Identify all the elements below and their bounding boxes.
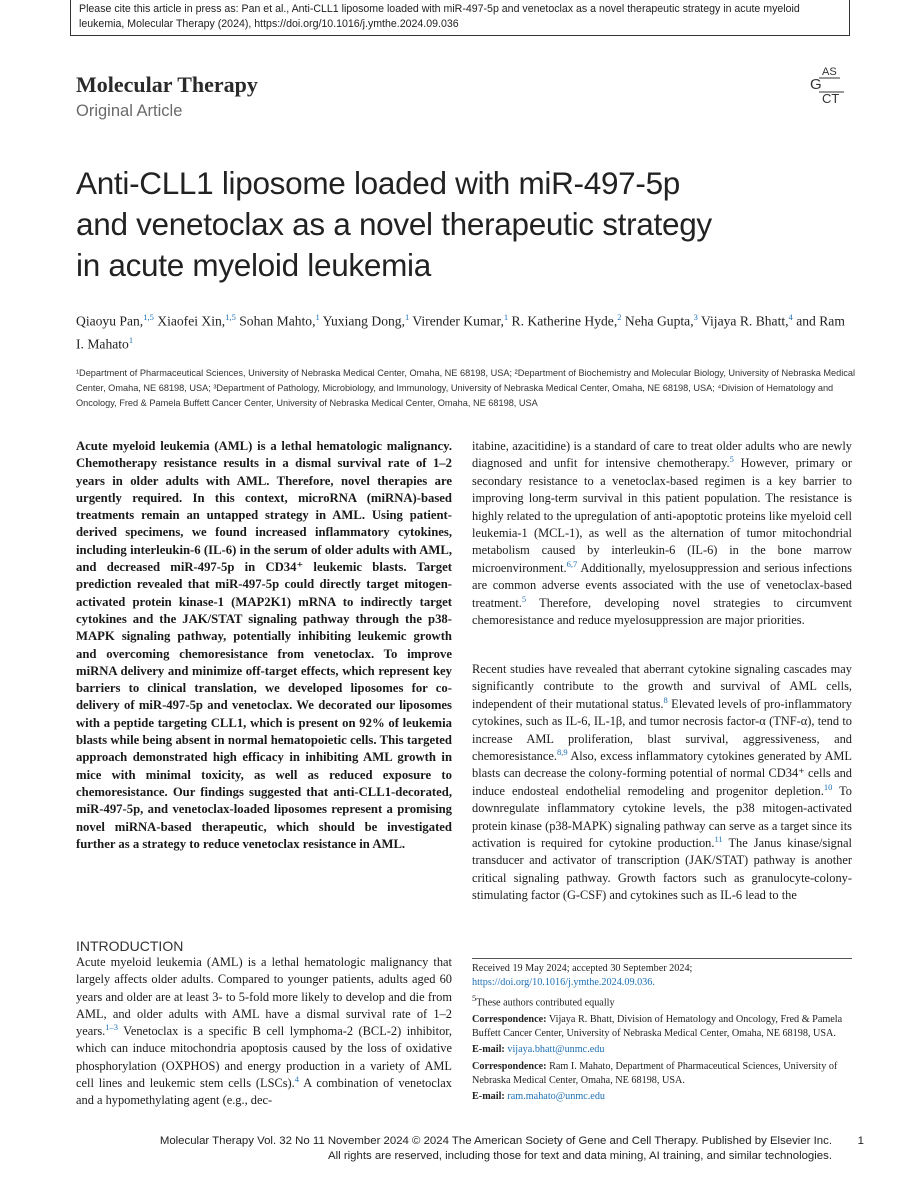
received-dates: Received 19 May 2024; accepted 30 September 2024; https://doi.org/10.1016/j.ymthe.2024.09.036. — [472, 963, 693, 988]
column-2-paragraph-1 — [472, 438, 852, 629]
correspondence-1: Correspondence: Vijaya R. Bhatt, Division of Hematology and Oncology, Fred & Pamela Buffett Cancer Center, University of Nebraska Medical Center, Omaha, NE 68198, USA. — [472, 1014, 843, 1039]
body-text: The Janus kinase/signal transducer and activator of transcription (JAK/STAT) pathway is another critical signaling pathway. Growth factors such as granulocyte-colony-stimulating factor (G-CSF) and cytokines such as IL-6 lead to the — [472, 836, 853, 903]
citation-line-2: leukemia, Molecular Therapy (2024), https://doi.org/10.1016/j.ymthe.2024.09.036 — [79, 18, 459, 30]
page-number: 1 — [857, 1135, 864, 1147]
author-affiliation-marker: 1 — [404, 312, 410, 322]
author-affiliation-marker: 1,5 — [143, 312, 154, 322]
author-name: Neha Gupta, — [624, 313, 694, 329]
body-text: Also, excess inflammatory cytokines generated by AML blasts can decrease the colony-forming potential of normal CD34⁺ cells and induce endosteal endothelial remodeling and progenitor depletion. — [472, 749, 852, 798]
author-list — [76, 308, 856, 353]
logo-letters-as: AS — [822, 66, 837, 78]
author-affiliation-marker: 1 — [128, 334, 134, 345]
citation-link[interactable]: 10 — [823, 781, 833, 792]
citation-link[interactable]: 8 — [663, 694, 668, 705]
author-affiliation-marker: 2 — [617, 312, 622, 322]
body-text: Additionally, myelosuppression and serious infections are common adverse events associated with the use of venetoclax-based treatment. — [472, 560, 852, 610]
citation-link[interactable]: 4 — [294, 1073, 300, 1084]
body-text: A combination of venetoclax and a hypomethylating agent (e.g., dec- — [76, 1076, 452, 1108]
footnote-divider — [472, 958, 852, 959]
article-title: Anti-CLL1 liposome loaded with miR-497-5p and venetoclax as a novel therapeutic strategy in acute myeloid leukemia — [76, 165, 712, 283]
footer-journal-info: Molecular Therapy Vol. 32 No 11 November 2024 © 2024 The American Society of Gene and Cell Therapy. Published by Elsevier Inc. — [159, 1135, 832, 1147]
body-text: Therefore, developing novel strategies to circumvent chemoresistance and reduce myelosuppression are major priorities. — [472, 595, 852, 628]
body-text: Venetoclax is a specific B cell lymphoma-2 (BCL-2) inhibitor, which can induce mitochondria apoptosis caused by the loss of oxidative phosphorylation (OXPHOS) and energy production in a variety of AML cell lines and leukemic stem cells (LSCs). — [76, 1024, 452, 1091]
author-affiliation-marker: 1 — [503, 312, 509, 322]
affiliations: ¹Department of Pharmaceutical Sciences, University of Nebraska Medical Center, Omaha, NE 68198, USA; ²Department of Biochemistry and Molecular Biology, University of Nebraska Medical Center, Omaha, NE 68198, USA; ³Department of Pathology, Microbiology, and Immunology, University of Nebraska Medical Center, Omaha, NE 68198, USA; ⁴Division of Hematology and Oncology, Fred & Pamela Buffett Cancer Center, University of Nebraska Medical Center, Omaha, NE 68198, USA — [76, 368, 856, 409]
doi-link[interactable]: https://doi.org/10.1016/j.ymthe.2024.09.036. — [472, 976, 655, 988]
email-link[interactable]: ram.mahato@unmc.edu — [507, 1091, 606, 1103]
body-text: To downregulate inflammatory cytokine levels, the p38 mitogen-activated protein kinase (p38-MAPK) signaling pathway can serve as a target since its activation is required for cytokine production. — [472, 783, 852, 851]
footnotes — [472, 962, 852, 1107]
citation-line-1: Please cite this article in press as: Pan et al., Anti-CLL1 liposome loaded with miR-497-5p and venetoclax as a novel therapeutic strategy in acute myeloid — [79, 3, 800, 15]
introduction-paragraph — [76, 954, 452, 1110]
author-affiliation-marker: 1,5 — [225, 312, 236, 322]
author-affiliation-marker: 3 — [693, 312, 698, 322]
column-2-paragraph-2 — [472, 661, 852, 905]
citation-link[interactable]: 11 — [714, 833, 723, 844]
article-type: Original Article — [76, 102, 183, 120]
footer-rights: All rights are reserved, including those for text and data mining, AI training, and similar technologies. — [328, 1150, 832, 1162]
email-2: E-mail: ram.mahato@unmc.edu — [472, 1091, 606, 1103]
author-name: R. Katherine Hyde, — [511, 313, 618, 329]
author-affiliation-marker: 1 — [315, 312, 320, 322]
body-text: However, primary or secondary resistance to a venetoclax-based regimen is a key barrier to improving long-term survival in this patient population. The resistance is highly related to the upregulation of anti-apoptotic proteins like myeloid cell leukemia-1 (MCL-1), as well as the alternation of tumor mitochondrial metabolism caused by interleukin-6 (IL-6) in the bone marrow microenvironment. — [472, 456, 852, 575]
logo-letter-g: G — [810, 76, 822, 93]
author-name: Qiaoyu Pan, — [76, 313, 144, 329]
citation-link[interactable]: 8,9 — [556, 746, 568, 757]
correspondence-2: Correspondence: Ram I. Mahato, Department of Pharmaceutical Sciences, University of Nebraska Medical Center, Omaha, NE 68198, USA. — [472, 1060, 838, 1086]
author-name: Yuxiang Dong, — [322, 313, 405, 329]
citation-notice — [70, 0, 850, 36]
citation-link[interactable]: 1–3 — [105, 1022, 118, 1033]
logo-letters-ct: CT — [822, 91, 840, 106]
equal-contribution-note: $^5$These authors contributed equally — [472, 993, 615, 1009]
body-text: Recent studies have revealed that aberrant cytokine signaling cascades may significantly contribute to the growth and survival of AML cells, independent of their mutational status. — [472, 662, 852, 711]
author-name: and Ram I. Mahato — [76, 313, 845, 352]
citation-link[interactable]: 5 — [729, 454, 734, 465]
section-heading-introduction: INTRODUCTION — [76, 938, 184, 954]
abstract: Acute myeloid leukemia (AML) is a lethal hematologic malignancy. Chemotherapy resistance results in a dismal survival rate of 1–2 years in older adults with AML. Therefore, novel therapies are urgently required. In this context, microRNA (miRNA)-based treatments remain an untapped strategy in AML. Using patient-derived specimens, we found increased inflammatory cytokines, including interleukin-6 (IL-6) in the serum of older adults with AML, and decreased miR-497-5p in CD34⁺ leukemic blasts. Target prediction revealed that miR-497-5p could directly target mitogen-activated protein kinase-1 (MAP2K1) mRNA to indirectly target cytokines and the JAK/STAT signaling pathway through the p38-MAPK signaling pathway, potentially inhibiting leukemic growth and overcoming chemoresistance from venetoclax. To improve miRNA delivery and minimize off-target effects, which represent key barriers to clinical translation, we developed liposomes for co-delivery of miR-497-5p and venetoclax. We decorated our liposomes with a peptide targeting CLL1, which is present on 92% of leukemia blasts while being absent in normal hematopoietic cells. This targeted approach demonstrated high efficacy in inhibiting AML growth in mice with minimal toxicity, as well as reduced exposure to chemoresistance. Our findings suggested that anti-CLL1-decorated, miR-497-5p, and venetoclax-loaded liposomes represent a promising novel miRNA-based therapeutic, which should be investigated further as a strategy to reduce venetoclax resistance in AML. — [76, 439, 452, 851]
page-footer — [118, 1134, 864, 1164]
author-name: Sohan Mahto, — [239, 313, 316, 329]
email-1: E-mail: vijaya.bhatt@unmc.edu — [472, 1044, 605, 1056]
body-text: itabine, azacitidine) is a standard of care to treat older adults who are newly diagnosed and unfit for intensive chemotherapy. — [472, 439, 852, 471]
journal-name: Molecular Therapy — [76, 72, 258, 97]
asgct-logo-icon — [800, 62, 848, 106]
author-name: Xiaofei Xin, — [157, 313, 226, 329]
body-text: Acute myeloid leukemia (AML) is a lethal hematologic malignancy that largely affects older adults. Compared to younger patients, adults aged 60 years and older are at least 3- to 5-fold more likely to develop and die from AML, and older adults with AML have a dismal survival rate of 1–2 years. — [76, 955, 452, 1039]
citation-link[interactable]: 6,7 — [566, 558, 578, 569]
author-name: Vijaya R. Bhatt, — [701, 313, 789, 329]
email-link[interactable]: vijaya.bhatt@unmc.edu — [507, 1044, 605, 1056]
author-name: Virender Kumar, — [412, 313, 504, 329]
author-affiliation-marker: 4 — [788, 312, 793, 322]
body-text: Elevated levels of pro-inflammatory cytokines, such as IL-6, IL-1β, and tumor necrosis factor-α (TNF-α), tend to increase AML proliferation, blast survival, aggressiveness, and chemoresistance. — [472, 696, 852, 764]
citation-link[interactable]: 5 — [521, 593, 527, 604]
